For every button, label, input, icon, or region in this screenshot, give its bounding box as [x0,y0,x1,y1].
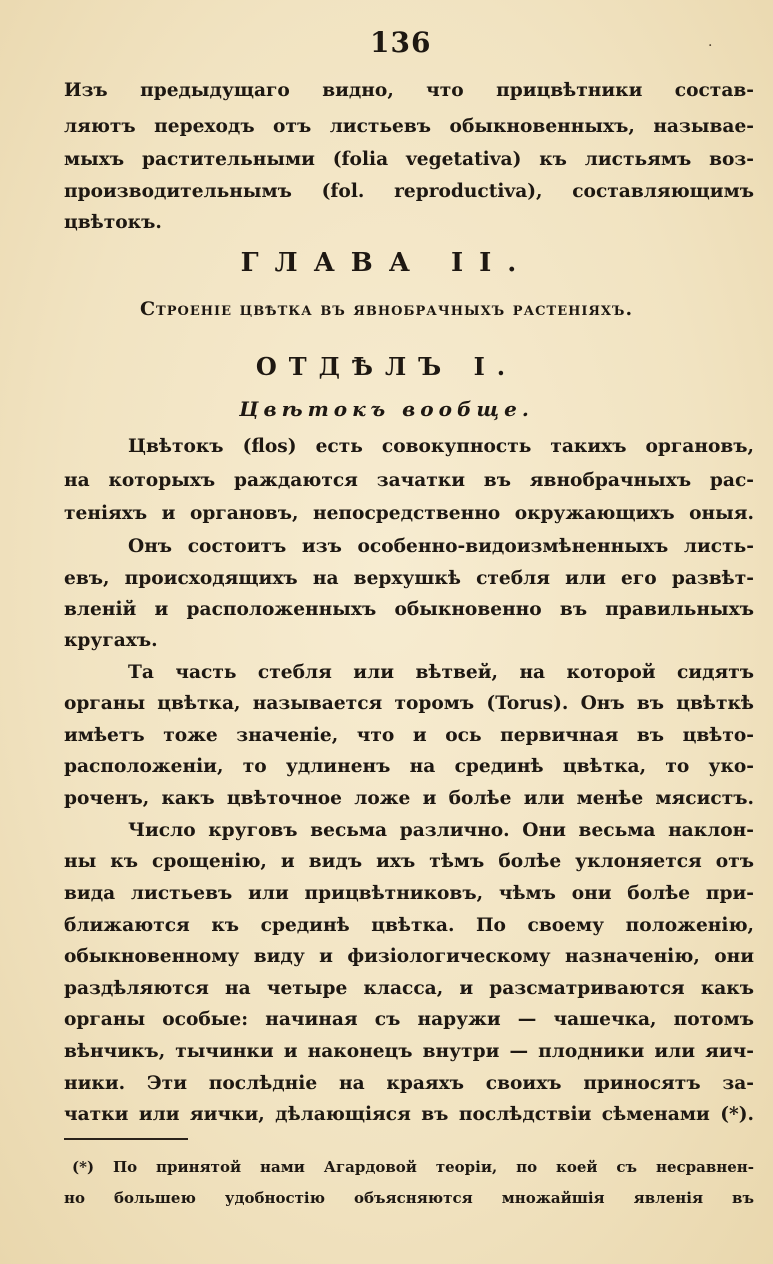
body-line: Число круговъ весьма различно. Они весьма наклон- [128,820,754,841]
intro-line: ляютъ переходъ отъ листьевъ обыкновенныхъ, называе- [64,116,754,137]
body-line: имѣетъ тоже значеніе, что и ось первичная въ цвѣто- [64,725,754,746]
footnote-line: (*) По принятой нами Агардовой теоріи, по коей съ несравнен- [72,1158,754,1176]
body-line: раздѣляются на четыре класса, и разсматриваются какъ [64,978,754,999]
print-speck: · [708,38,713,54]
body-line: Цвѣтокъ (flos) есть совокупность такихъ органовъ, [128,436,754,457]
body-line: вленій и расположенныхъ обыкновенно въ правильныхъ [64,599,754,620]
body-line: вѣнчикъ, тычинки и наконецъ внутри — плодники или яич- [64,1041,754,1062]
body-line: органы особые: начиная съ наружи — чашечка, потомъ [64,1009,754,1030]
chapter-title: Строеніе цвѣтка въ явнобрачныхъ растеніяхъ. [139,298,634,320]
section-subtitle: Цвѣтокъ вообще. [239,397,534,421]
body-line: евъ, происходящихъ на верхушкѣ стебля или его развѣт- [64,568,754,589]
intro-line: цвѣтокъ. [64,212,162,233]
body-line: вида листьевъ или прицвѣтниковъ, чѣмъ они болѣе при- [64,883,754,904]
body-line: ны къ срощенію, и видъ ихъ тѣмъ болѣе уклоняется отъ [64,851,754,872]
body-line: роченъ, какъ цвѣточное ложе и болѣе или менѣе мясистъ. [64,788,754,809]
body-line: ники. Эти послѣдніе на краяхъ своихъ приносятъ за- [64,1073,754,1094]
body-line: чатки или яички, дѣлающіяся въ послѣдствіи сѣменами (*). [64,1104,754,1125]
body-line: расположеніи, то удлиненъ на срединѣ цвѣтка, то уко- [64,756,754,777]
chapter-heading: ГЛАВА II. [240,248,533,278]
body-line: органы цвѣтка, называется торомъ (Torus). Онъ въ цвѣткѣ [64,693,754,714]
page-number: 136 [370,26,432,59]
intro-line: производительнымъ (fol. reproductiva), составляющимъ [64,181,754,202]
footnote-rule [64,1138,188,1140]
intro-line: мыхъ растительными (folia vegetativa) къ листьямъ воз- [64,149,754,170]
intro-line: Изъ предыдущаго видно, что прицвѣтники состав- [64,80,754,101]
body-line: ближаются къ срединѣ цвѣтка. По своему положенію, [64,915,754,936]
body-line: Онъ состоитъ изъ особенно-видоизмѣненныхъ листь- [128,536,754,557]
body-line: кругахъ. [64,630,158,651]
footnote-line: но большею удобностію объясняются множайшія явленія въ [64,1189,754,1207]
body-line: на которыхъ раждаются зачатки въ явнобрачныхъ рас- [64,470,754,491]
body-line: теніяхъ и органовъ, непосредственно окружающихъ оныя. [64,503,754,524]
body-line: Та часть стебля или вѣтвей, на которой сидятъ [128,662,754,683]
body-line: обыкновенному виду и физіологическому назначенію, они [64,946,754,967]
section-heading: ОТДѢЛЪ I. [255,352,518,381]
